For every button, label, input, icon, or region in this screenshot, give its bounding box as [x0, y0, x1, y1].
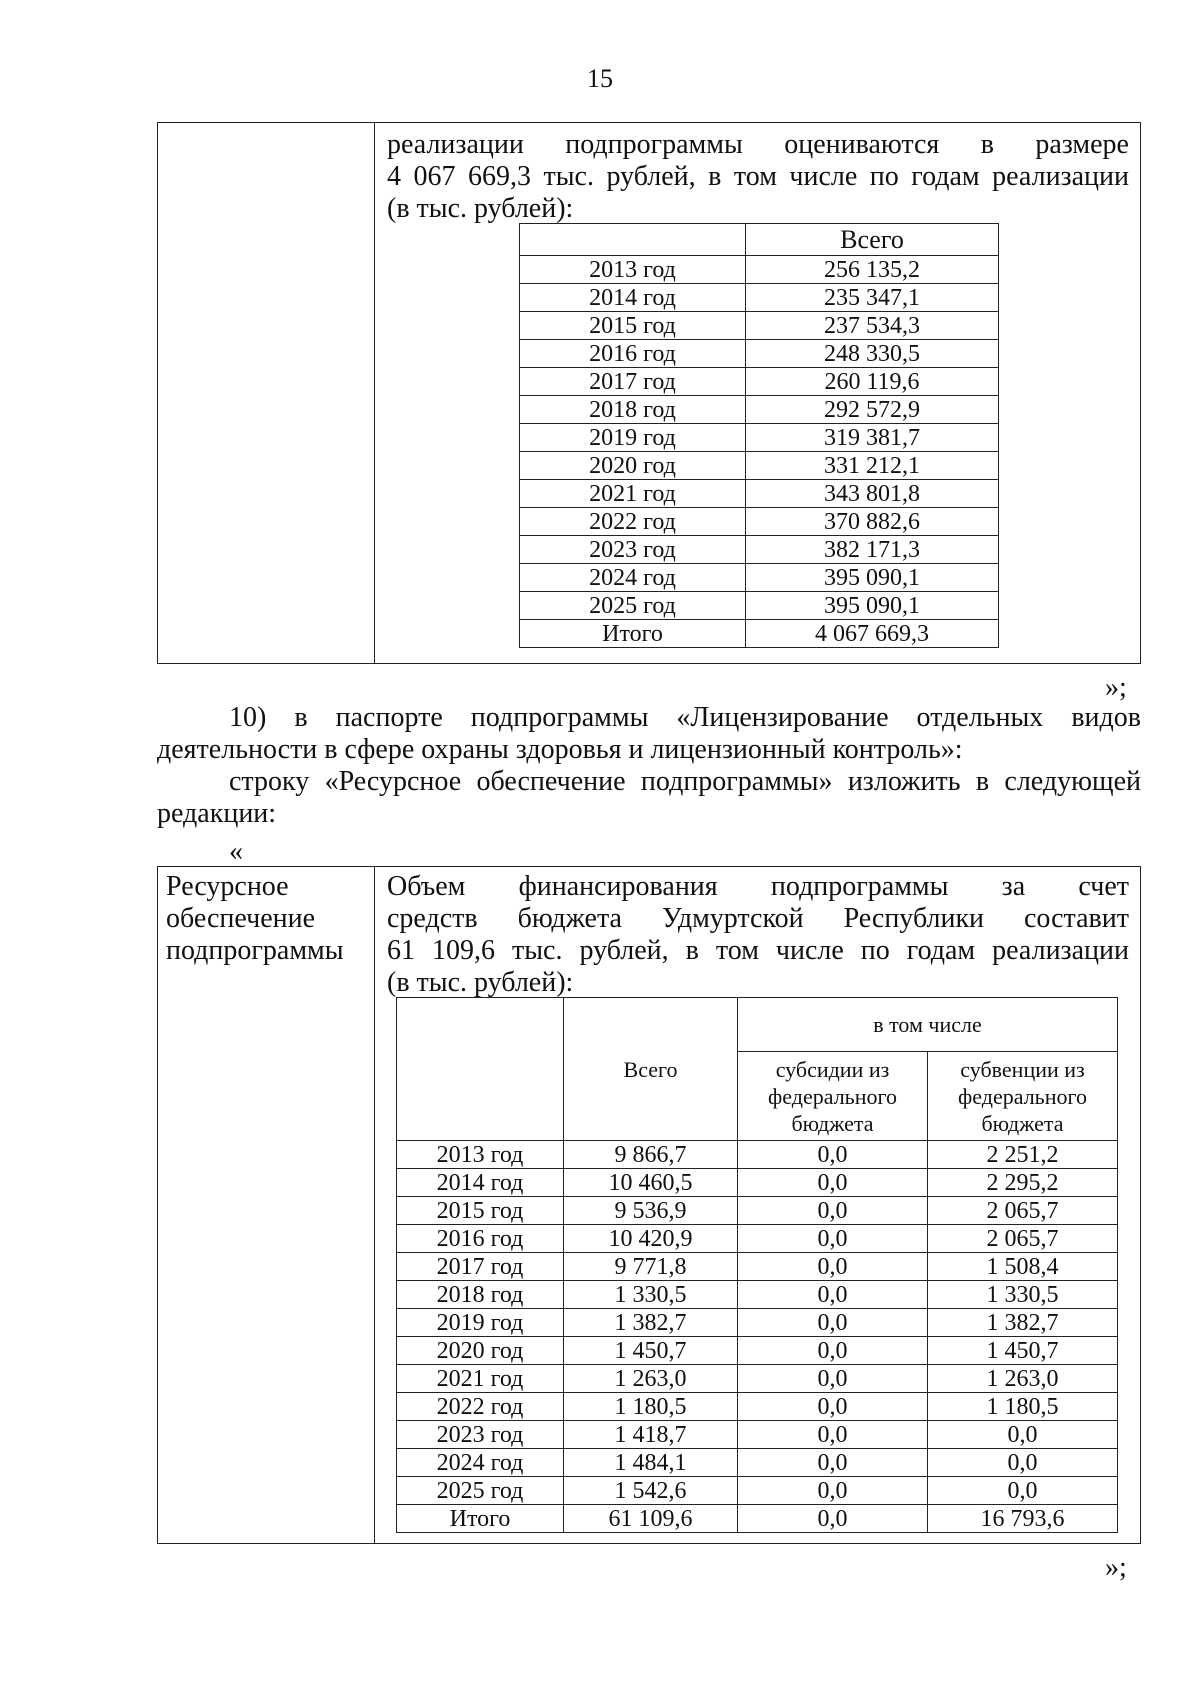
total-cell: 1 418,7: [564, 1421, 738, 1449]
instruction-paragraph: [157, 766, 1141, 830]
table-row: [397, 1421, 1118, 1449]
item-10-paragraph: [157, 702, 1141, 766]
subventions-cell: 0,0: [928, 1421, 1118, 1449]
total-cell: 370 882,6: [746, 508, 999, 536]
table-row: [397, 1309, 1118, 1337]
year-cell: 2014 год: [397, 1169, 564, 1197]
table-row: [520, 592, 999, 620]
table-row: [397, 1281, 1118, 1309]
table-row: [397, 1169, 1118, 1197]
table-row: [520, 312, 999, 340]
total-cell: 395 090,1: [746, 564, 999, 592]
subventions-cell: 1 330,5: [928, 1281, 1118, 1309]
subventions-cell: 1 263,0: [928, 1365, 1118, 1393]
total-cell: 343 801,8: [746, 480, 999, 508]
total-cell: 9 866,7: [564, 1141, 738, 1169]
block2-text-line-3: 61 109,6 тыс. рублей, в том числе по годам реализации: [387, 935, 1129, 966]
table-row: [520, 340, 999, 368]
total-cell: 237 534,3: [746, 312, 999, 340]
years-total-table: [519, 223, 999, 648]
table-sum-row: [397, 1505, 1118, 1533]
total-cell: 256 135,2: [746, 256, 999, 284]
total-cell: 1 484,1: [564, 1449, 738, 1477]
subsidies-cell: 0,0: [738, 1309, 928, 1337]
total-cell: 9 536,9: [564, 1197, 738, 1225]
subsidies-cell: 0,0: [738, 1169, 928, 1197]
total-cell: 382 171,3: [746, 536, 999, 564]
total-cell: 248 330,5: [746, 340, 999, 368]
year-cell: 2017 год: [520, 368, 746, 396]
closing-quote: »;: [1105, 672, 1127, 703]
table-row: [397, 1477, 1118, 1505]
table-row: [520, 396, 999, 424]
year-cell: 2022 год: [397, 1393, 564, 1421]
subsidies-cell: 0,0: [738, 1477, 928, 1505]
block2-text-line-2: средств бюджета Удмуртской Республики составит: [387, 903, 1129, 934]
table-row: [397, 1253, 1118, 1281]
block2-text-line-4: (в тыс. рублей):: [387, 967, 574, 998]
total-cell: 1 382,7: [564, 1309, 738, 1337]
year-cell: 2025 год: [397, 1477, 564, 1505]
subsidies-cell: 0,0: [738, 1365, 928, 1393]
sum-total-cell: 61 109,6: [564, 1505, 738, 1533]
total-cell: 260 119,6: [746, 368, 999, 396]
block1-text-line-2: 4 067 669,3 тыс. рублей, в том числе по годам реализации: [387, 161, 1129, 192]
total-cell: 235 347,1: [746, 284, 999, 312]
subsidies-cell: 0,0: [738, 1393, 928, 1421]
total-cell: 10 420,9: [564, 1225, 738, 1253]
year-header-cell: [397, 998, 564, 1141]
year-cell: 2024 год: [397, 1449, 564, 1477]
block2-text: [387, 871, 1129, 999]
year-cell: 2021 год: [520, 480, 746, 508]
sum-label-cell: Итого: [520, 620, 746, 648]
subsidies-cell: 0,0: [738, 1225, 928, 1253]
subsidies-cell: 0,0: [738, 1421, 928, 1449]
table-row: [520, 368, 999, 396]
block1-text: [387, 129, 1129, 225]
sum-label-cell: Итого: [397, 1505, 564, 1533]
total-header-cell: Всего: [746, 224, 999, 256]
subsidies-cell: 0,0: [738, 1281, 928, 1309]
total-header-cell: Всего: [564, 998, 738, 1141]
table-row: [520, 284, 999, 312]
table-row: [520, 480, 999, 508]
column-divider: [374, 867, 375, 1543]
column-divider: [374, 123, 375, 663]
table-row: [397, 1365, 1118, 1393]
year-cell: 2013 год: [397, 1141, 564, 1169]
table-sum-row: [520, 620, 999, 648]
table-row: [520, 256, 999, 284]
table-row: [520, 564, 999, 592]
row-label: [166, 871, 344, 967]
block1-text-line-3: (в тыс. рублей):: [387, 193, 574, 224]
subsidies-cell: 0,0: [738, 1449, 928, 1477]
table-row: [397, 1337, 1118, 1365]
years-breakdown-table: [396, 997, 1118, 1533]
subventions-cell: 2 251,2: [928, 1141, 1118, 1169]
year-cell: 2023 год: [397, 1421, 564, 1449]
subventions-cell: 2 065,7: [928, 1197, 1118, 1225]
table-row: [520, 508, 999, 536]
total-cell: 10 460,5: [564, 1169, 738, 1197]
sum-subventions-cell: 16 793,6: [928, 1505, 1118, 1533]
subventions-cell: 1 508,4: [928, 1253, 1118, 1281]
total-cell: 395 090,1: [746, 592, 999, 620]
total-cell: 319 381,7: [746, 424, 999, 452]
total-cell: 1 542,6: [564, 1477, 738, 1505]
row-label-line-2: обеспечение: [166, 903, 316, 934]
year-cell: 2017 год: [397, 1253, 564, 1281]
year-cell: 2019 год: [520, 424, 746, 452]
block1-text-line-1: реализации подпрограммы оцениваются в размере: [387, 129, 1129, 160]
subsidies-cell: 0,0: [738, 1337, 928, 1365]
table-row: [397, 1225, 1118, 1253]
year-cell: 2020 год: [397, 1337, 564, 1365]
including-header-cell: в том числе: [738, 998, 1118, 1052]
subsidies-cell: 0,0: [738, 1197, 928, 1225]
subsidies-cell: 0,0: [738, 1253, 928, 1281]
table-header-row: [397, 998, 1118, 1052]
subventions-cell: 1 450,7: [928, 1337, 1118, 1365]
funding-table-block-1: [157, 122, 1141, 664]
year-cell: 2015 год: [520, 312, 746, 340]
total-cell: 1 180,5: [564, 1393, 738, 1421]
sum-subsidies-cell: 0,0: [738, 1505, 928, 1533]
total-cell: 9 771,8: [564, 1253, 738, 1281]
year-cell: 2013 год: [520, 256, 746, 284]
year-cell: 2023 год: [520, 536, 746, 564]
instruction-line-1: строку «Ресурсное обеспечение подпрограммы» изложить в следующей: [229, 766, 1141, 797]
year-cell: 2024 год: [520, 564, 746, 592]
subventions-cell: 0,0: [928, 1477, 1118, 1505]
table-row: [397, 1393, 1118, 1421]
table-row: [520, 536, 999, 564]
subventions-cell: 1 382,7: [928, 1309, 1118, 1337]
subventions-cell: 1 180,5: [928, 1393, 1118, 1421]
block2-text-line-1: Объем финансирования подпрограммы за счет: [387, 871, 1129, 902]
table-row: [397, 1141, 1118, 1169]
total-cell: 1 330,5: [564, 1281, 738, 1309]
total-cell: 292 572,9: [746, 396, 999, 424]
year-cell: 2020 год: [520, 452, 746, 480]
page-number: 15: [587, 64, 613, 93]
total-cell: 1 263,0: [564, 1365, 738, 1393]
item-10-line-1: 10) в паспорте подпрограммы «Лицензирование отдельных видов: [229, 702, 1141, 733]
year-cell: 2016 год: [520, 340, 746, 368]
year-cell: 2025 год: [520, 592, 746, 620]
table-row: [520, 452, 999, 480]
year-cell: 2018 год: [520, 396, 746, 424]
opening-quote: «: [229, 836, 243, 867]
subventions-cell: 0,0: [928, 1449, 1118, 1477]
total-cell: 331 212,1: [746, 452, 999, 480]
subventions-header-cell: субвенции из федерального бюджета: [928, 1052, 1118, 1141]
subventions-cell: 2 065,7: [928, 1225, 1118, 1253]
funding-table-block-2: [157, 866, 1141, 1544]
subsidies-cell: 0,0: [738, 1141, 928, 1169]
year-cell: 2021 год: [397, 1365, 564, 1393]
closing-quote: »;: [1105, 1552, 1127, 1583]
instruction-line-2: редакции:: [157, 798, 277, 829]
table-row: [397, 1197, 1118, 1225]
total-cell: 1 450,7: [564, 1337, 738, 1365]
subventions-cell: 2 295,2: [928, 1169, 1118, 1197]
table-header-row: [520, 224, 999, 256]
year-cell: 2016 год: [397, 1225, 564, 1253]
table-row: [397, 1449, 1118, 1477]
table-row: [520, 424, 999, 452]
year-cell: 2022 год: [520, 508, 746, 536]
year-cell: 2019 год: [397, 1309, 564, 1337]
row-label-line-1: Ресурсное: [166, 871, 289, 902]
year-cell: 2018 год: [397, 1281, 564, 1309]
item-10-line-2: деятельности в сфере охраны здоровья и лицензионный контроль»:: [157, 734, 963, 765]
year-cell: 2015 год: [397, 1197, 564, 1225]
year-header-cell: [520, 224, 746, 256]
year-cell: 2014 год: [520, 284, 746, 312]
sum-total-cell: 4 067 669,3: [746, 620, 999, 648]
row-label-line-3: подпрограммы: [166, 935, 344, 966]
subsidies-header-cell: субсидии из федерального бюджета: [738, 1052, 928, 1141]
